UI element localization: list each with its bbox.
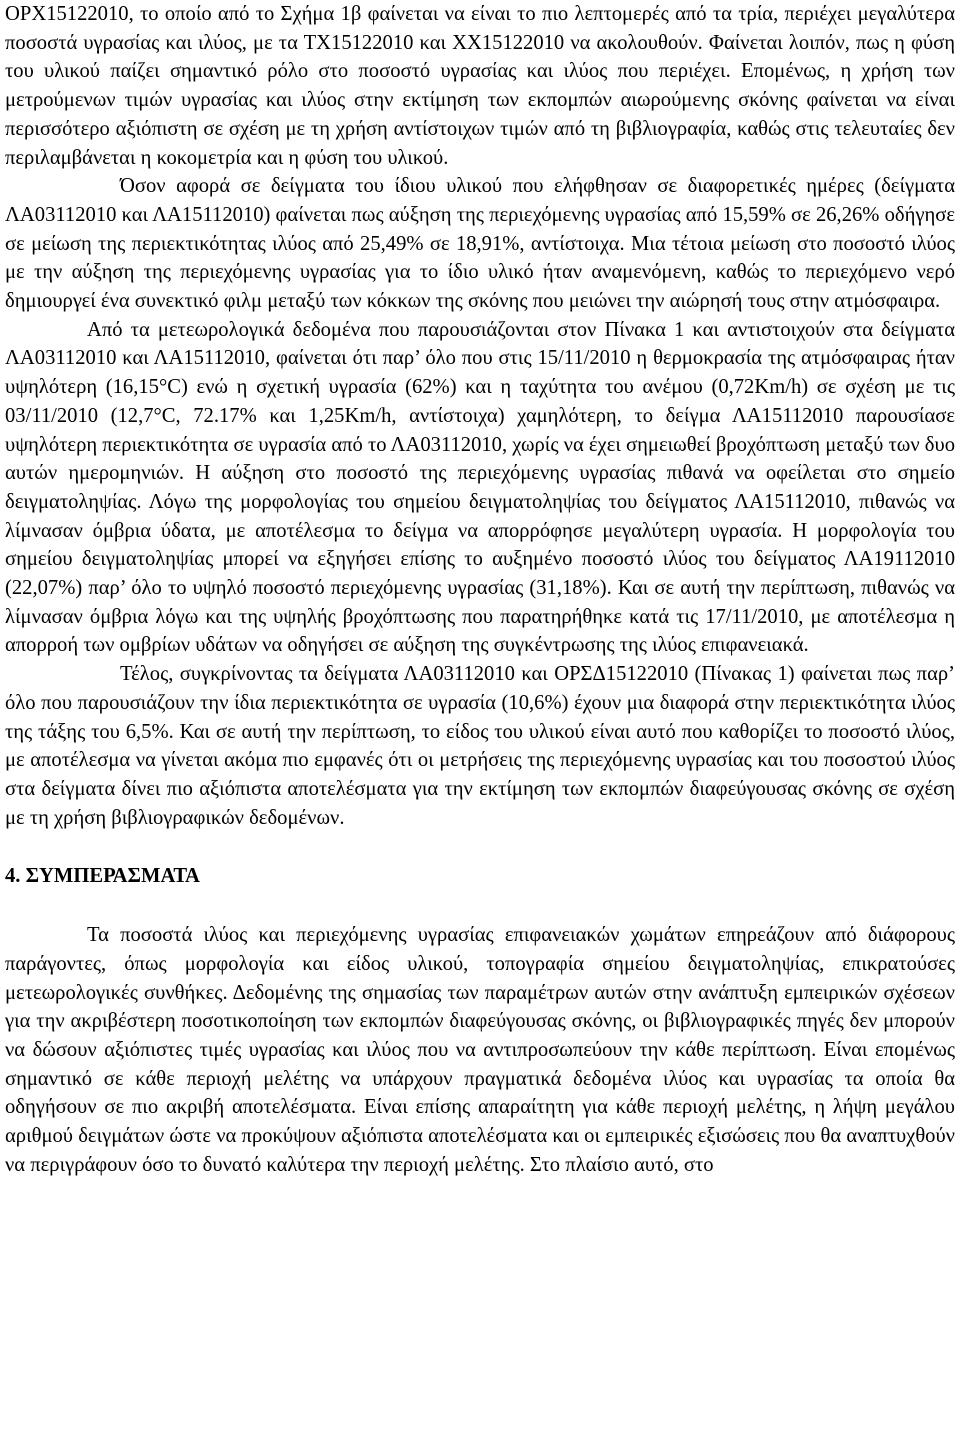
body-paragraph-4: Τέλος, συγκρίνοντας τα δείγματα ΛΑ03112010 και ΟΡΣΔ15122010 (Πίνακας 1) φαίνεται πως παρ’ όλο που παρουσιάζουν την ίδια περιεκτικότητα σε υγρασία (10,6%) έχουν μια διαφορά στην περιεκτικότητα ιλύος της τάξης του 6,5%. Και σε αυτή την περίπτωση, το είδος του υλικού είναι αυτό που καθορίζει το ποσοστό ιλύος, με αποτέλεσμα να γίνεται ακόμα πιο εμφανές ότι οι μετρήσεις της περιεχόμενης υγρασίας και του ποσοστού ιλύος στα δείγματα δίνει πιο αξιόπιστα αποτελέσματα για την εκτίμηση των εκπομπών διαφεύγουσας σκόνης σε σχέση με τη χρήση βιβλιογραφικών δεδομένων. bbox=[5, 663, 955, 829]
body-paragraph-1: ΟΡΧ15122010, το οποίο από το Σχήμα 1β φαίνεται να είναι το πιο λεπτομερές από τα τρία, περιέχει μεγαλύτερα ποσοστά υγρασίας και ιλύος, με τα ΤΧ15122010 και ΧΧ15122010 να ακολουθούν. Φαίνεται λοιπόν, πως η φύση του υλικού παίζει σημαντικό ρόλο στο ποσοστό υγρασίας και ιλύος που περιέχει. Επομένως, η χρήση των μετρούμενων τιμών υγρασίας και ιλύος στην εκτίμηση των εκπομπών αιωρούμενης σκόνης φαίνεται να είναι περισσότερο αξιόπιστη σε σχέση με τη χρήση αντίστοιχων τιμών από τη βιβλιογραφία, καθώς στις τελευταίες δεν περιλαμβάνεται η κοκομετρία και η φύση του υλικού. bbox=[5, 3, 955, 169]
body-paragraph-2: Όσον αφορά σε δείγματα του ίδιου υλικού που ελήφθησαν σε διαφορετικές ημέρες (δείγματα ΛΑ03112010 και ΛΑ15112010) φαίνεται πως αύξηση της περιεχόμενης υγρασίας από 15,59% σε 26,26% οδήγησε σε μείωση της περιεκτικότητας ιλύος από 25,49% σε 18,91%, αντίστοιχα. Μια τέτοια μείωση στο ποσοστό ιλύος με την αύξηση της περιεχόμενης υγρασίας για το ίδιο υλικό ήταν αναμενόμενη, καθώς το περιεχόμενο νερό δημιουργεί ένα συνεκτικό φιλμ μεταξύ των κόκκων της σκόνης που μειώνει την αιώρησή τους στην ατμόσφαιρα. bbox=[5, 175, 955, 313]
body-paragraph-3: Από τα μετεωρολογικά δεδομένα που παρουσιάζονται στον Πίνακα 1 και αντιστοιχούν στα δείγματα ΛΑ03112010 και ΛΑ15112010, φαίνεται ότι παρ’ όλο που στις 15/11/2010 η θερμοκρασία της ατμόσφαιρας ήταν υψηλότερη (16,15°C) ενώ η σχετική υγρασία (62%) και η ταχύτητα του ανέμου (0,72Km/h) σε σχέση με τις 03/11/2010 (12,7°C, 72.17% και 1,25Km/h, αντίστοιχα) χαμηλότερη, το δείγμα ΛΑ15112010 παρουσίασε υψηλότερη περιεκτικότητα σε υγρασία από το ΛΑ03112010, χωρίς να έχει σημειωθεί βροχόπτωση μεταξύ των δυο αυτών ημερομηνιών. Η αύξηση στο ποσοστό της περιεχόμενης υγρασίας πιθανά να οφείλεται στο σημείο δειγματοληψίας. Λόγω της μορφολογίας του σημείου δειγματοληψίας του δείγματος ΛΑ15112010, πιθανώς να λίμνασαν όμβρια ύδατα, με αποτέλεσμα το δείγμα να απορρόφησε μεγαλύτερη υγρασία. Η μορφολογία του σημείου δειγματοληψίας μπορεί να εξηγήσει επίσης το αυξημένο ποσοστό ιλύος του δείγματος ΛΑ19112010 (22,07%) παρ’ όλο το υψηλό ποσοστό περιεχόμενης υγρασίας (31,18%). Και σε αυτή την περίπτωση, πιθανώς να λίμνασαν όμβρια λόγω και της υψηλής βροχόπτωσης που παρατηρήθηκε κατά τις 17/11/2010, με αποτέλεσμα η απορροή των ομβρίων υδάτων να οδηγήσει σε αύξηση της συγκέντρωσης της ιλύος επιφανειακά. bbox=[5, 318, 955, 657]
document-page bbox=[5, 0, 955, 1179]
section-heading: 4. ΣΥΜΠΕΡΑΣΜΑΤΑ bbox=[5, 865, 200, 888]
conclusions-paragraph: Τα ποσοστά ιλύος και περιεχόμενης υγρασίας επιφανειακών χωμάτων επηρεάζουν από διάφορους παράγοντες, όπως μορφολογία και είδος υλικού, τοπογραφία σημείου δειγματοληψίας, επικρατούσες μετεωρολογικές συνθήκες. Δεδομένης της σημασίας των παραμέτρων αυτών στην ανάπτυξη εμπειρικών σχέσεων για την ακριβέστερη ποσοτικοποίηση των εκπομπών διαφεύγουσας σκόνης, οι βιβλιογραφικές πηγές δεν μπορούν να δώσουν αξιόπιστες τιμές υγρασίας και ιλύος που να αντιπροσωπεύουν την κάθε περίπτωση. Είναι επομένως σημαντικό σε κάθε περιοχή μελέτης να υπάρχουν πραγματικά δεδομένα ιλύος και υγρασίας τα οποία θα οδηγήσουν σε πιο ακριβή αποτελέσματα. Είναι επίσης απαραίτητη για κάθε περιοχή μελέτης, η λήψη μεγάλου αριθμού δειγμάτων ώστε να προκύψουν αξιόπιστα αποτελέσματα και οι εμπειρικές εξισώσεις που θα αναπτυχθούν να περιγράφουν όσο το δυνατό καλύτερα την περιοχή μελέτης. Στο πλαίσιο αυτό, στο bbox=[5, 924, 955, 1176]
